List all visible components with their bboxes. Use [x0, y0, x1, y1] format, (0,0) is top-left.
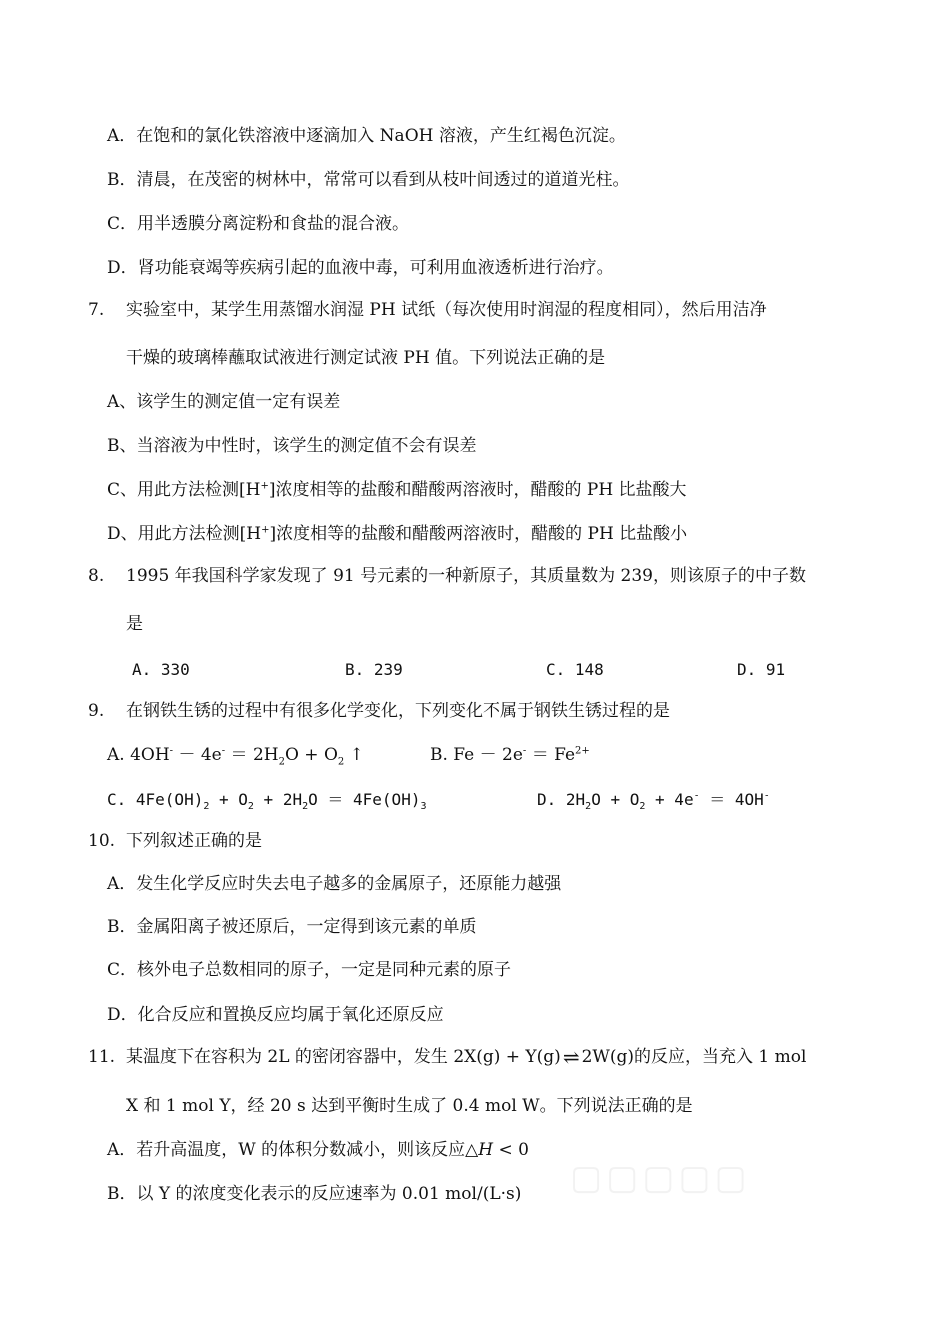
q10-option-d: D．化合反应和置换反应均属于氧化还原反应 [107, 1005, 444, 1025]
q10-option-b: B．金属阳离子被还原后，一定得到该元素的单质 [107, 917, 477, 937]
q9-stem: 在钢铁生锈的过程中有很多化学变化，下列变化不属于钢铁生锈过程的是 [126, 701, 670, 721]
watermark: ▢▢▢▢▢ [570, 1158, 751, 1198]
q7-option-d: D、用此方法检测[H+]浓度相等的盐酸和醋酸两溶液时，醋酸的 PH 比盐酸小 [107, 524, 688, 544]
q7-option-a: A、该学生的测定值一定有误差 [107, 392, 341, 412]
q7-stem-line2: 干燥的玻璃棒蘸取试液进行测定试液 PH 值。下列说法正确的是 [126, 348, 606, 368]
q7-stem-line1: 实验室中，某学生用蒸馏水润湿 PH 试纸（每次使用时润湿的程度相同），然后用洁净 [126, 300, 767, 320]
q9-number: 9. [88, 701, 105, 721]
q11-number: 11. [88, 1047, 116, 1067]
q6-option-a: A．在饱和的氯化铁溶液中逐滴加入 NaOH 溶液，产生红褐色沉淀。 [107, 126, 626, 146]
q11-stem-line2: X 和 1 mol Y，经 20 s 达到平衡时生成了 0.4 mol W。下列说法正确的是 [126, 1096, 693, 1116]
q8-number: 8. [88, 566, 105, 586]
q9-option-c: C. $4Fe(OH)_2 + O_2 + 2H_2O = 4Fe(OH)_3$ [107, 790, 427, 813]
q6-option-d: D．肾功能衰竭等疾病引起的血液中毒，可利用血液透析进行治疗。 [107, 258, 614, 278]
q9-option-a: A. $4OH^- - 4e^- = 2H_2O + O_2$ ↑ [107, 745, 364, 768]
q7-number: 7. [88, 300, 105, 320]
q10-option-c: C．核外电子总数相同的原子，一定是同种元素的原子 [107, 960, 512, 980]
q7-option-b: B、当溶液为中性时，该学生的测定值不会有误差 [107, 436, 477, 456]
q11-stem-line1: 某温度下在容积为 2L 的密闭容器中，发生 2X(g) + Y(g) ⇌ 2W(g)的反应，当充入 1 mol [126, 1045, 807, 1069]
q10-number: 10. [88, 831, 116, 851]
q9-option-d: D. $2H_2O + O_2 + 4e^- = 4OH^-$ [537, 790, 770, 813]
q6-option-b: B．清晨，在茂密的树林中，常常可以看到从枝叶间透过的道道光柱。 [107, 170, 630, 190]
equilibrium-arrow-icon: ⇌ [562, 1045, 580, 1069]
q11-option-a: A．若升高温度，W 的体积分数减小，则该反应△H < 0 [107, 1140, 529, 1160]
q11-option-b: B．以 Y 的浓度变化表示的反应速率为 0.01 mol/(L·s) [107, 1184, 522, 1204]
q8-option-a: A. 330 [132, 660, 190, 679]
q8-option-d: D. 91 [737, 660, 786, 679]
q8-option-c: C. 148 [546, 660, 604, 679]
q10-stem: 下列叙述正确的是 [126, 831, 262, 851]
q9-option-b: B. $Fe - 2e^- = Fe^{2+}$ [430, 745, 590, 765]
q8-option-b: B. 239 [345, 660, 403, 679]
q10-option-a: A．发生化学反应时失去电子越多的金属原子，还原能力越强 [107, 874, 562, 894]
q7-option-c: C、用此方法检测[H+]浓度相等的盐酸和醋酸两溶液时，醋酸的 PH 比盐酸大 [107, 480, 687, 500]
q6-option-c: C．用半透膜分离淀粉和食盐的混合液。 [107, 214, 410, 234]
q8-stem-line2: 是 [126, 614, 143, 634]
q8-stem-line1: 1995 年我国科学家发现了 91 号元素的一种新原子，其质量数为 239，则该原子的中子数 [126, 566, 806, 586]
